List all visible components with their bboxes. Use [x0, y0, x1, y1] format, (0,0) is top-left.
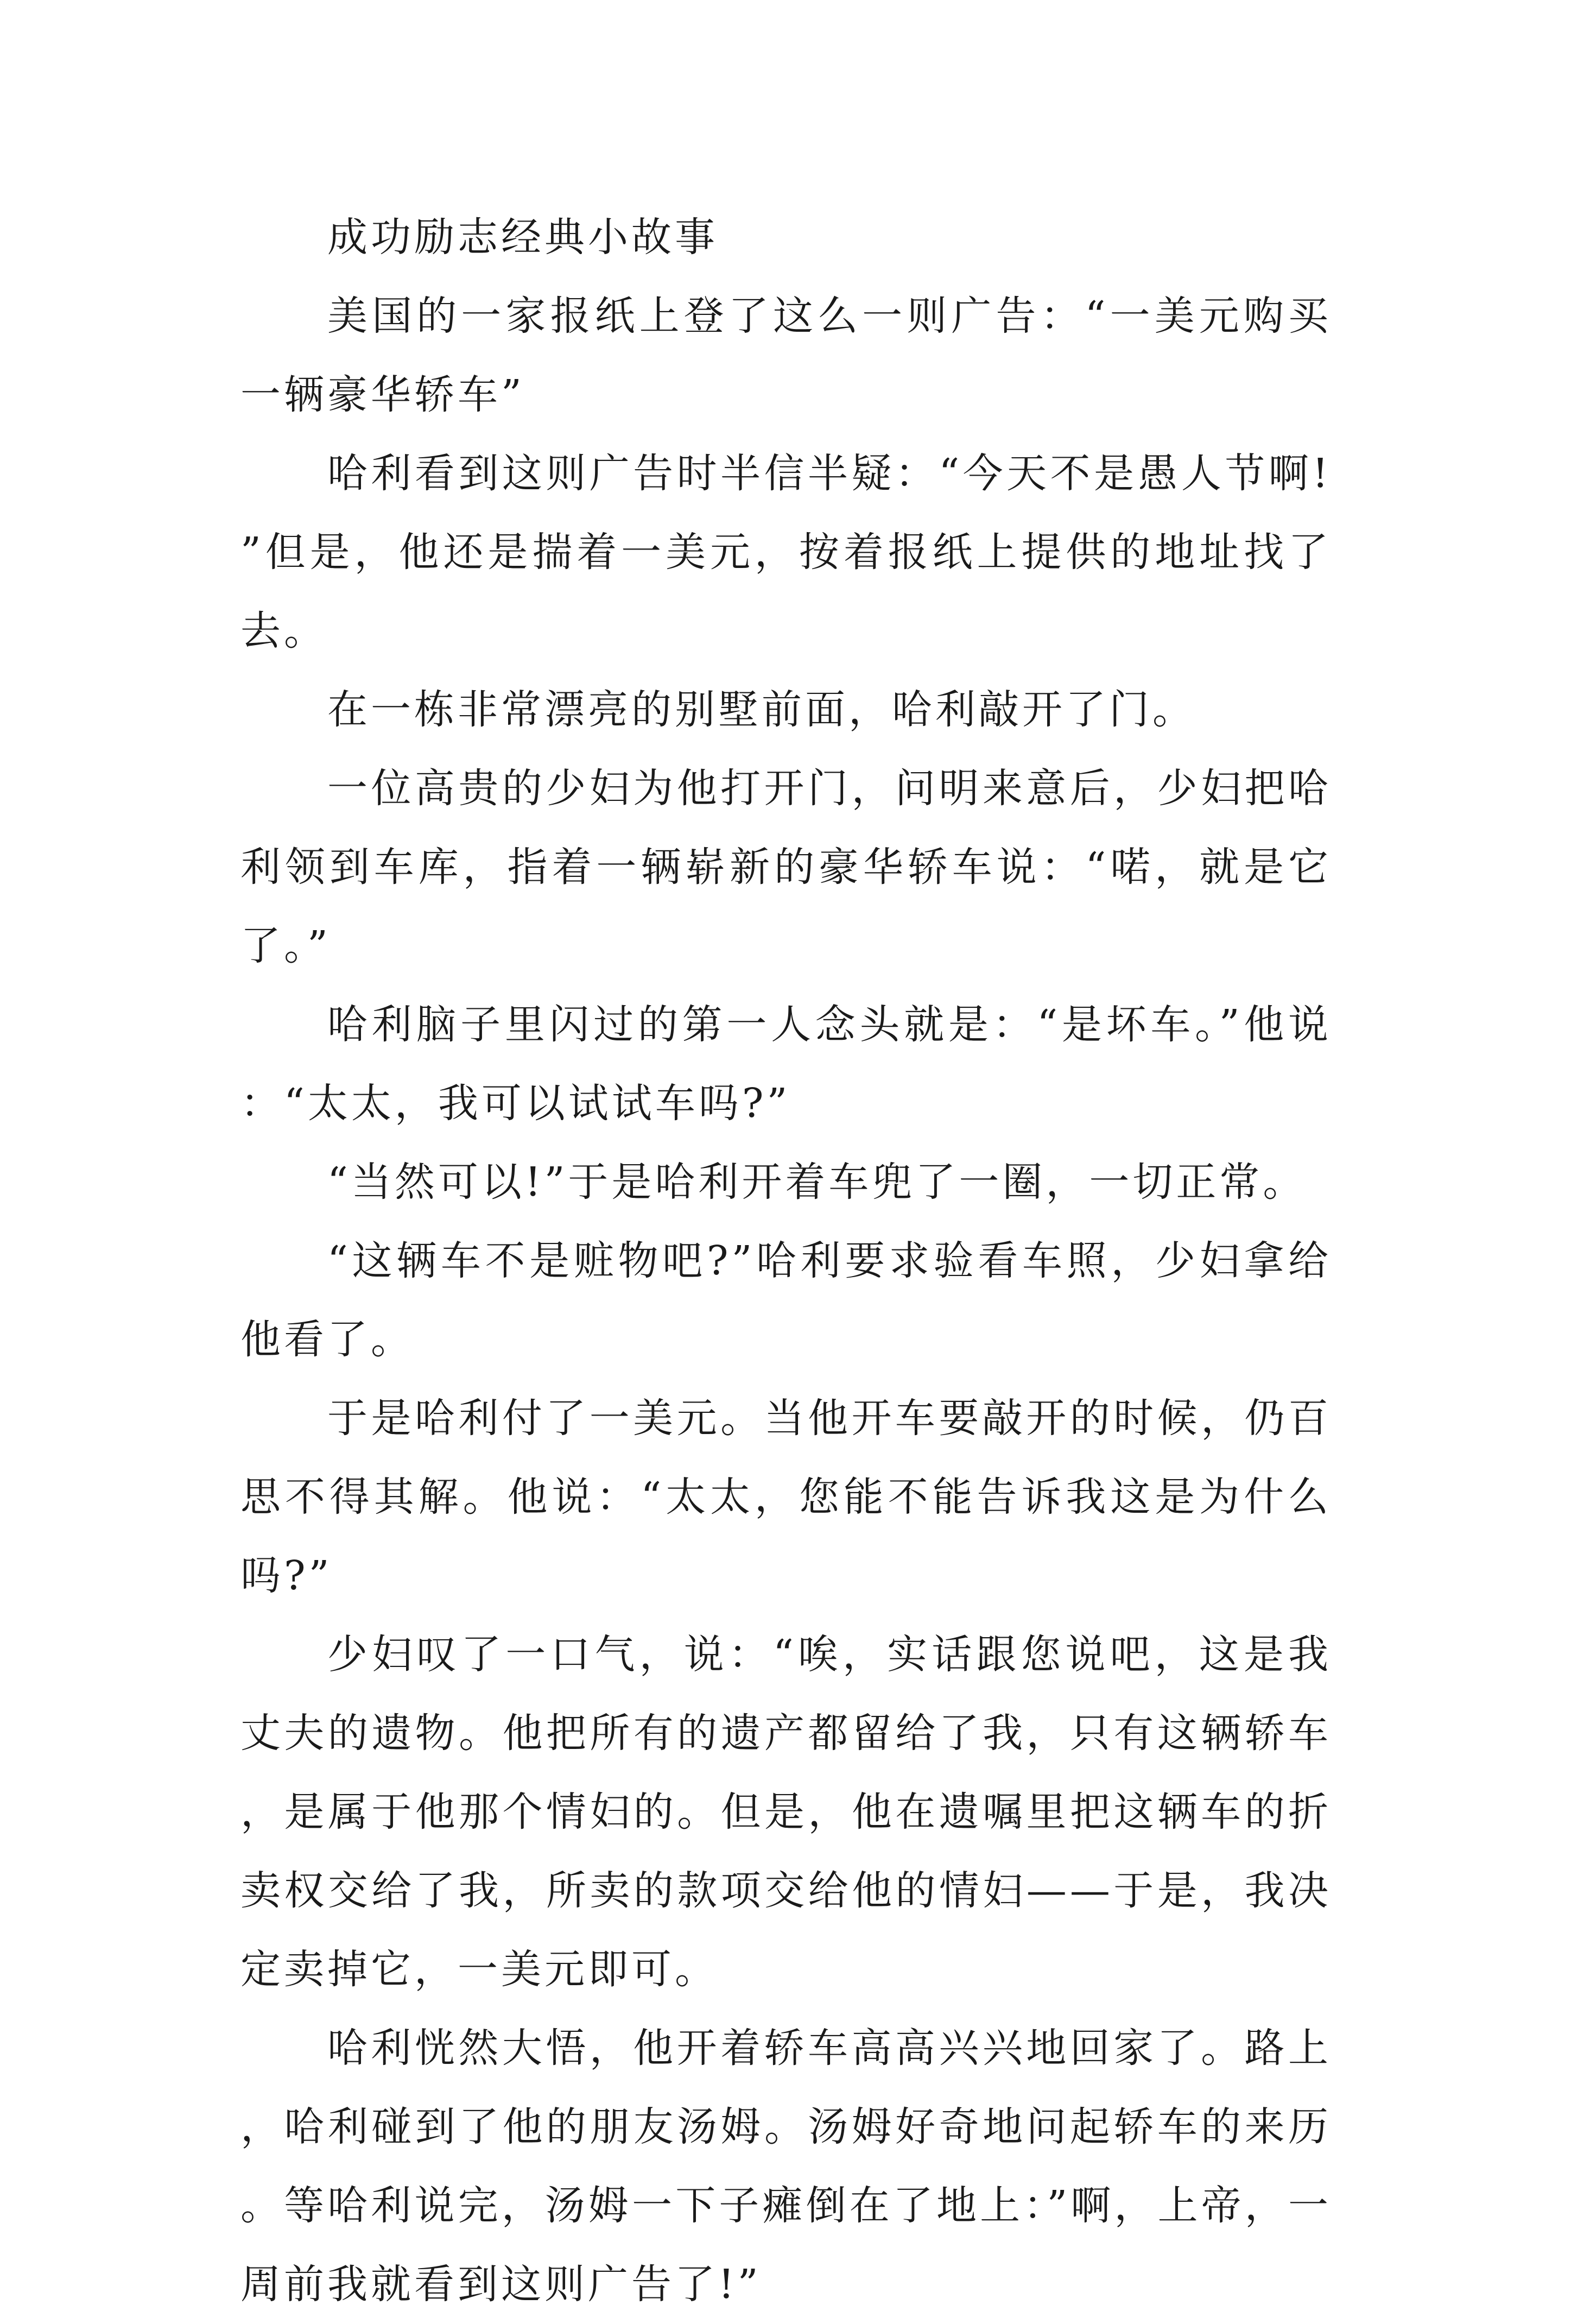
paragraph-harry-doubts: 哈利看到这则广告时半信半疑：“今天不是愚人节啊!”但是，他还是揣着一美元，按着报纸上提供的地址找了去。 — [240, 450, 1332, 654]
paragraph-ending: 哈利恍然大悟，他开着轿车高高兴兴地回家了。路上，哈利碰到了他的朋友汤姆。汤姆好奇地问起轿车的来历。等哈利说完，汤姆一下子瘫倒在了地上：”啊，上帝，一周前我就看到这则广告了!” — [240, 2025, 1332, 2308]
paragraph-explanation: 少妇叹了一口气，说：“唉，实话跟您说吧，这是我丈夫的遗物。他把所有的遗产都留给了我，只有这辆轿车，是属于他那个情妇的。但是，他在遗嘱里把这辆车的折卖权交给了我，所卖的款项交给他的情妇——于是，我决定卖掉它，一美元即可。 — [240, 1631, 1332, 1993]
paragraph-payment: 于是哈利付了一美元。当他开车要敲开的时候，仍百思不得其解。他说：“太太，您能不能告诉我这是为什么吗?” — [240, 1395, 1332, 1599]
document-title: 成功励志经典小故事 — [327, 214, 718, 261]
paragraph-garage: 一位高贵的少妇为他打开门，问明来意后，少妇把哈利领到车库，指着一辆崭新的豪华轿车说：“喏，就是它了。” — [240, 765, 1332, 969]
paragraph-test-drive-request: 哈利脑子里闪过的第一人念头就是：“是坏车。”他说：“太太，我可以试试车吗?” — [240, 1001, 1332, 1127]
document-body — [240, 198, 1332, 2324]
paragraph-villa-door: 在一栋非常漂亮的别墅前面，哈利敲开了门。 — [327, 686, 1196, 733]
paragraph-stolen-check: “这辆车不是赃物吧?”哈利要求验看车照，少妇拿给他看了。 — [240, 1237, 1332, 1363]
paragraph-test-drive: “当然可以!”于是哈利开着车兜了一圈，一切正常。 — [327, 1159, 1307, 1205]
paragraph-newspaper-ad: 美国的一家报纸上登了这么一则广告：“一美元购买一辆豪华轿车” — [240, 293, 1332, 418]
